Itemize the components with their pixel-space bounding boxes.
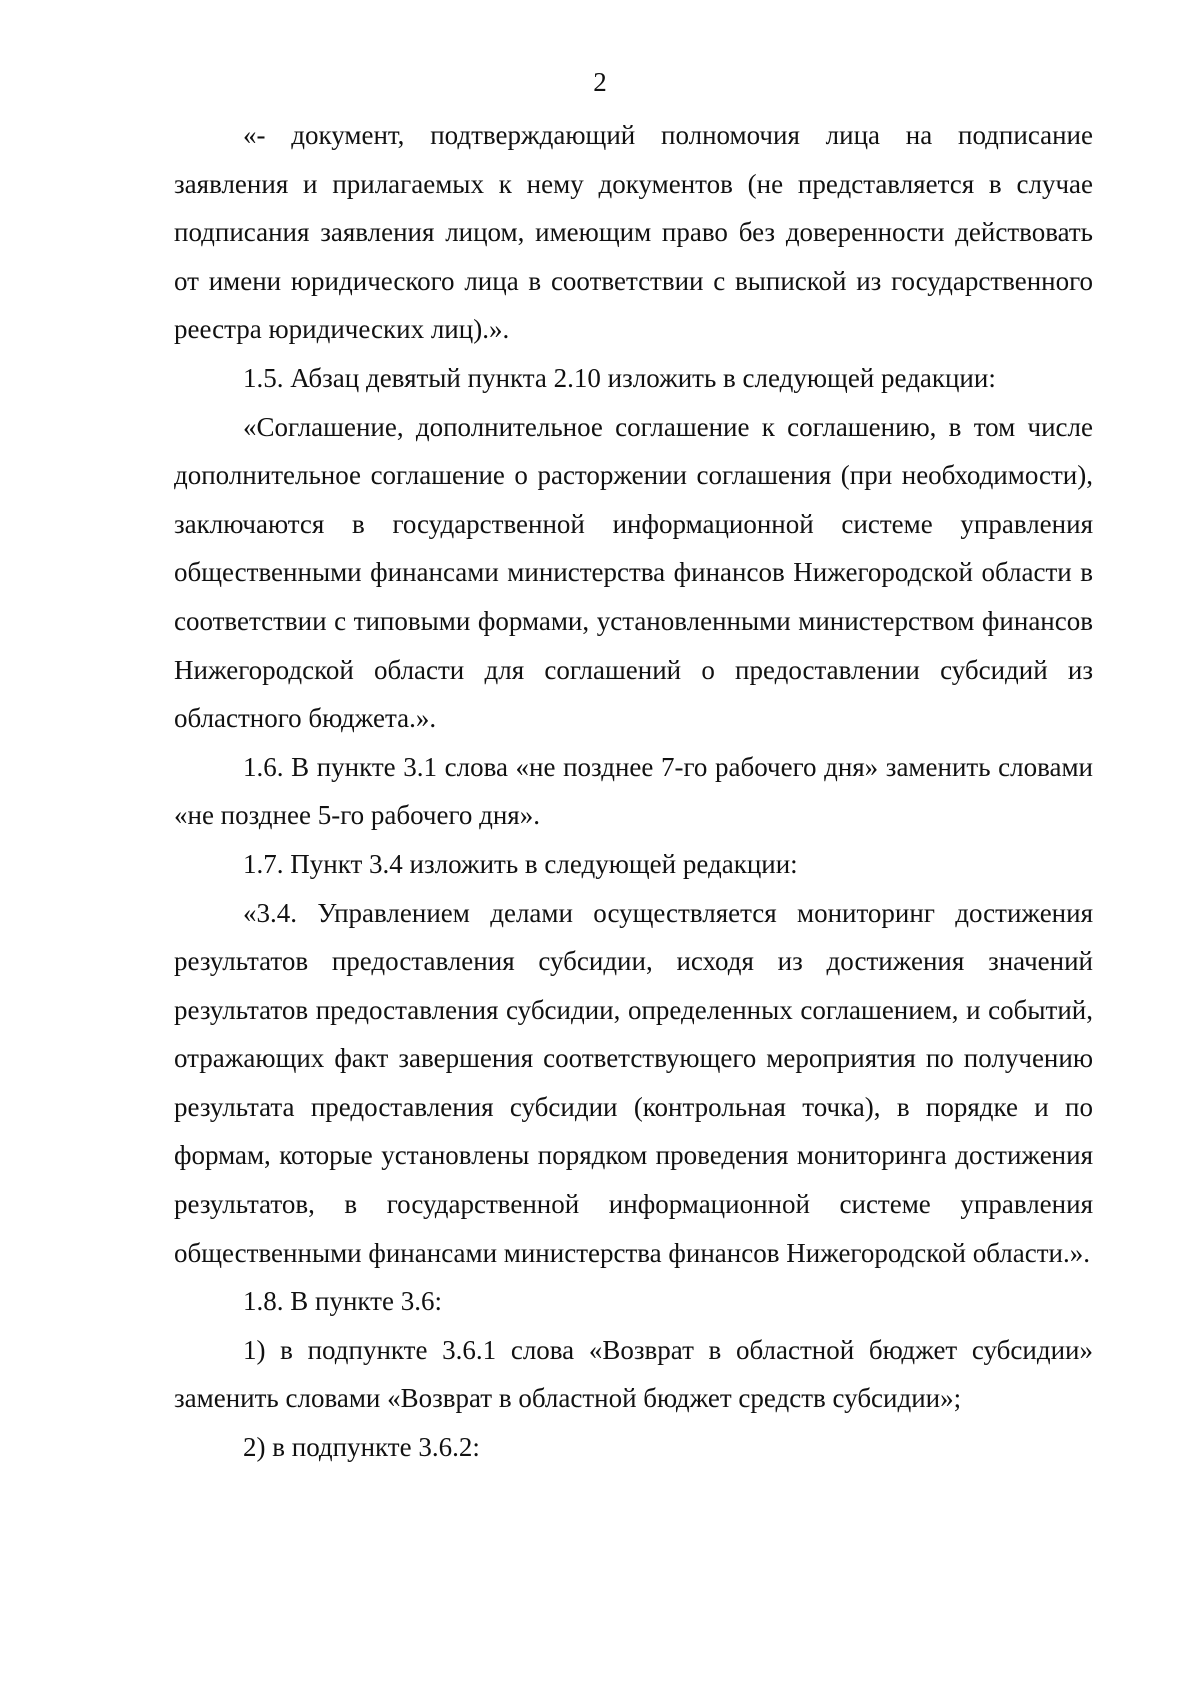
paragraph-agreement: «Соглашение, дополнительное соглашение к соглашению, в том числе дополнительное соглашение о расторжении соглашения (при необходимости), заключаются в государственной информационной системе управления общественными финансами министерства финансов Нижегородской области в соответствии с типовыми формами, установленными министерством финансов Нижегородской области для соглашений о предоставлении субсидий из областного бюджета.».: [174, 411, 1093, 734]
paragraph-1-8: 1.8. В пункте 3.6:: [243, 1286, 442, 1317]
paragraph-subitem-2: 2) в подпункте 3.6.2:: [243, 1432, 480, 1463]
paragraph-1-7: 1.7. Пункт 3.4 изложить в следующей редакции:: [243, 848, 798, 879]
paragraph-document-authority: «- документ, подтверждающий полномочия лица на подписание заявления и прилагаемых к нему документов (не представляется в случае подписания заявления лицом, имеющим право без доверенности действовать от имени юридического лица в соответствии с выпиской из государственного реестра юридических лиц).».: [174, 120, 1093, 345]
page-number: 2: [593, 67, 607, 97]
paragraph-3-4: «3.4. Управлением делами осуществляется мониторинг достижения результатов предоставления субсидии, исходя из достижения значений результатов предоставления субсидии, определенных соглашением, и событий, отражающих факт завершения соответствующего мероприятия по получению результата предоставления субсидии (контрольная точка), в порядке и по формам, которые установлены порядком проведения мониторинга достижения результатов, в государственной информационной системе управления общественными финансами министерства финансов Нижегородской области.».: [174, 897, 1093, 1268]
paragraph-1-6: 1.6. В пункте 3.1 слова «не позднее 7-го рабочего дня» заменить словами «не позднее 5-го рабочего дня».: [174, 751, 1093, 831]
paragraph-subitem-1: 1) в подпункте 3.6.1 слова «Возврат в областной бюджет субсидии» заменить словами «Возврат в областной бюджет средств субсидии»;: [174, 1334, 1093, 1414]
document-body: [174, 111, 1093, 1472]
paragraph-1-5: 1.5. Абзац девятый пункта 2.10 изложить в следующей редакции:: [243, 362, 996, 393]
